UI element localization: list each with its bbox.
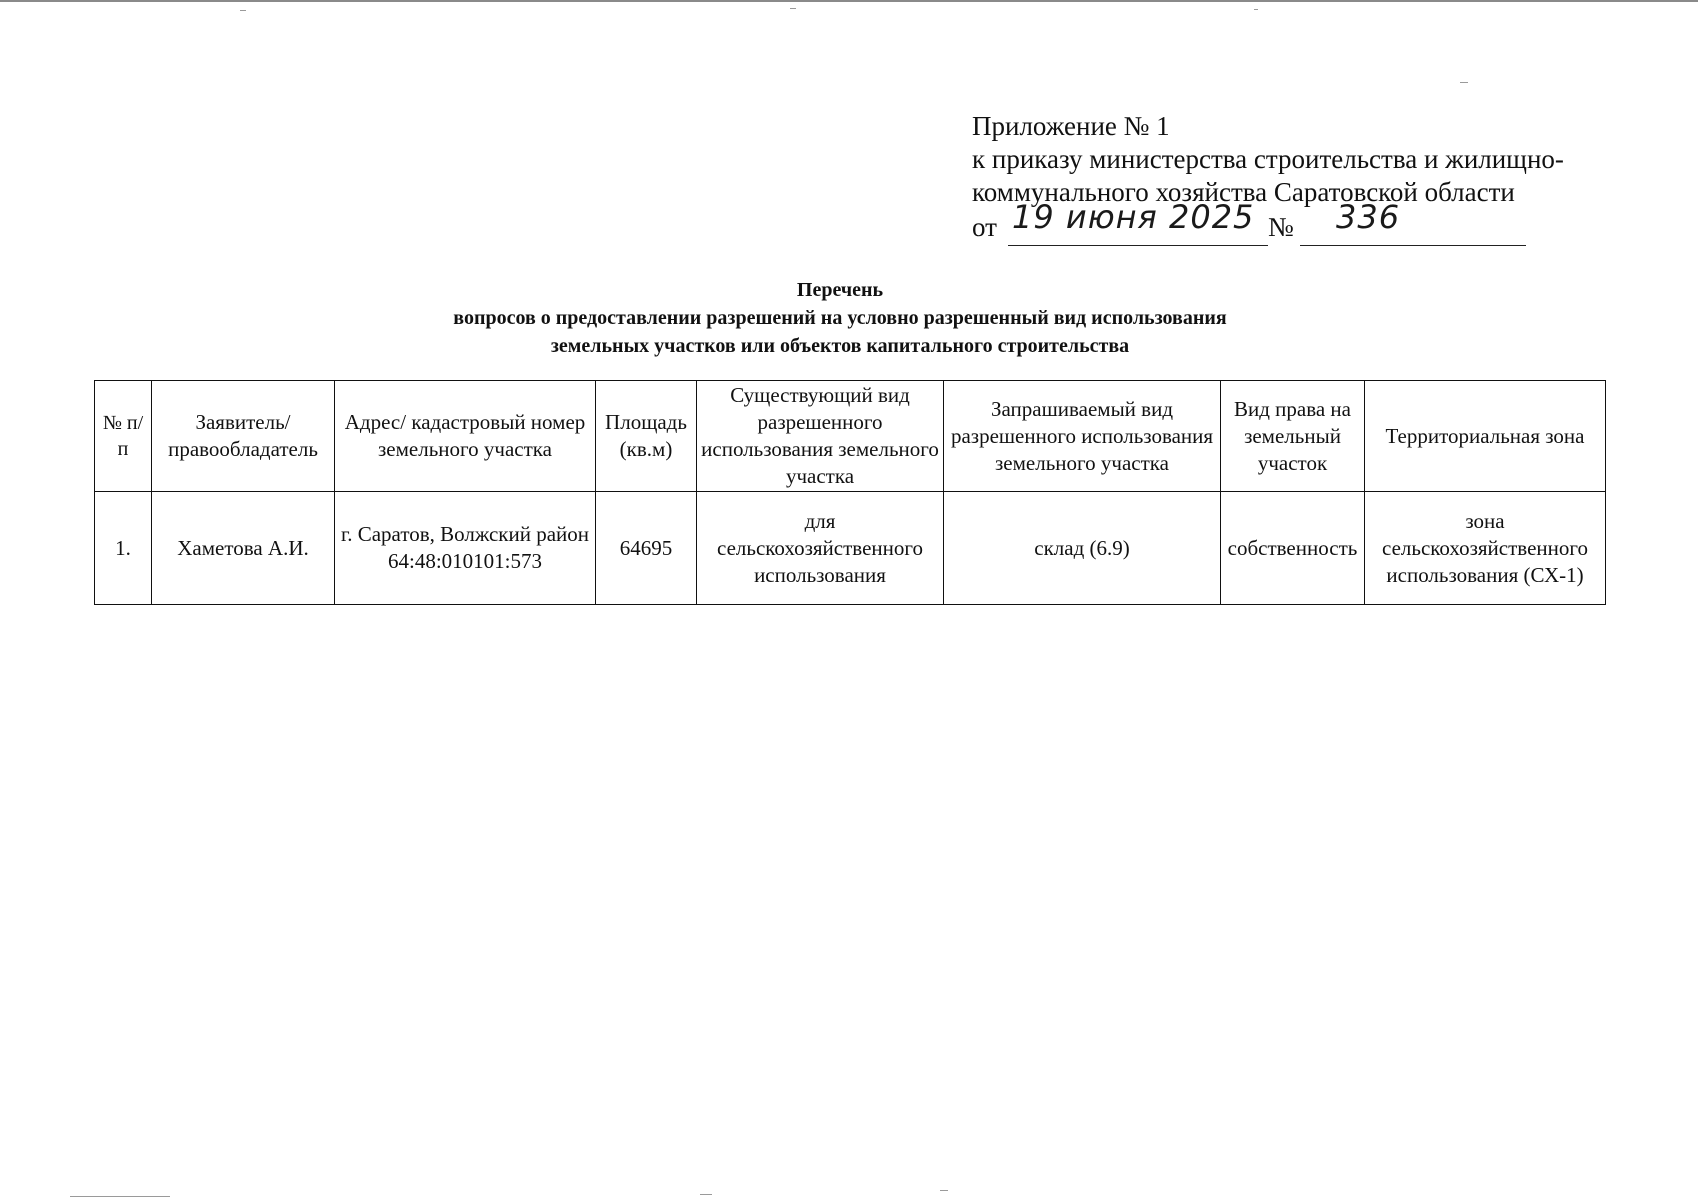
appendix-order-line: к приказу министерства строительства и жилищно-: [972, 144, 1564, 174]
date-blank: [1008, 198, 1268, 246]
scan-speck: [700, 1194, 712, 1195]
cell-requested-use: склад (6.9): [944, 492, 1221, 605]
scan-speck: [240, 10, 246, 11]
header-zone: Территориальная зона: [1365, 381, 1606, 492]
scan-speck: [1460, 82, 1468, 83]
title-line-3: земельных участков или объектов капитального строительства: [550, 335, 1130, 357]
scan-top-edge: [0, 0, 1698, 2]
scan-speck: [1254, 9, 1258, 10]
scan-speck: [70, 1196, 170, 1197]
title-line-2: вопросов о предоставлении разрешений на условно разрешенный вид использования: [453, 307, 1227, 329]
cell-area: 64695: [596, 492, 697, 605]
scan-speck: [790, 8, 796, 9]
scan-speck: [940, 1190, 948, 1191]
permits-table: [94, 380, 1606, 605]
header-address: Адрес/ кадастровый номер земельного участка: [335, 381, 596, 492]
order-date-number-line: [972, 198, 1612, 249]
header-right-type: Вид права на земельный участок: [1221, 381, 1365, 492]
appendix-title: Приложение № 1: [972, 111, 1170, 141]
table-header-row: [95, 381, 1606, 492]
title-line-1: Перечень: [796, 279, 884, 301]
document-title: [300, 276, 1380, 360]
header-area: Площадь (кв.м): [596, 381, 697, 492]
appendix-ministry-line: коммунального хозяйства Саратовской области: [972, 177, 1515, 207]
number-label: №: [1268, 212, 1294, 242]
cell-current-use: для сельскохозяйственного использования: [697, 492, 944, 605]
cell-no: 1.: [95, 492, 152, 605]
number-blank: [1300, 198, 1526, 246]
cell-applicant: Хаметова А.И.: [152, 492, 335, 605]
cell-zone: зона сельскохозяйственного использования (СХ-1): [1365, 492, 1606, 605]
handwritten-date: 19 июня 2025: [1012, 198, 1255, 236]
header-current-use: Существующий вид разрешенного использования земельного участка: [697, 381, 944, 492]
appendix-header: [972, 110, 1612, 249]
table-row: [95, 492, 1606, 605]
handwritten-number: 336: [1336, 198, 1401, 236]
cell-address: г. Саратов, Волжский район 64:48:010101:573: [335, 492, 596, 605]
cell-right-type: собственность: [1221, 492, 1365, 605]
header-requested-use: Запрашиваемый вид разрешенного использования земельного участка: [944, 381, 1221, 492]
header-applicant: Заявитель/ правообладатель: [152, 381, 335, 492]
header-no: № п/п: [95, 381, 152, 492]
from-label: от: [972, 212, 997, 242]
